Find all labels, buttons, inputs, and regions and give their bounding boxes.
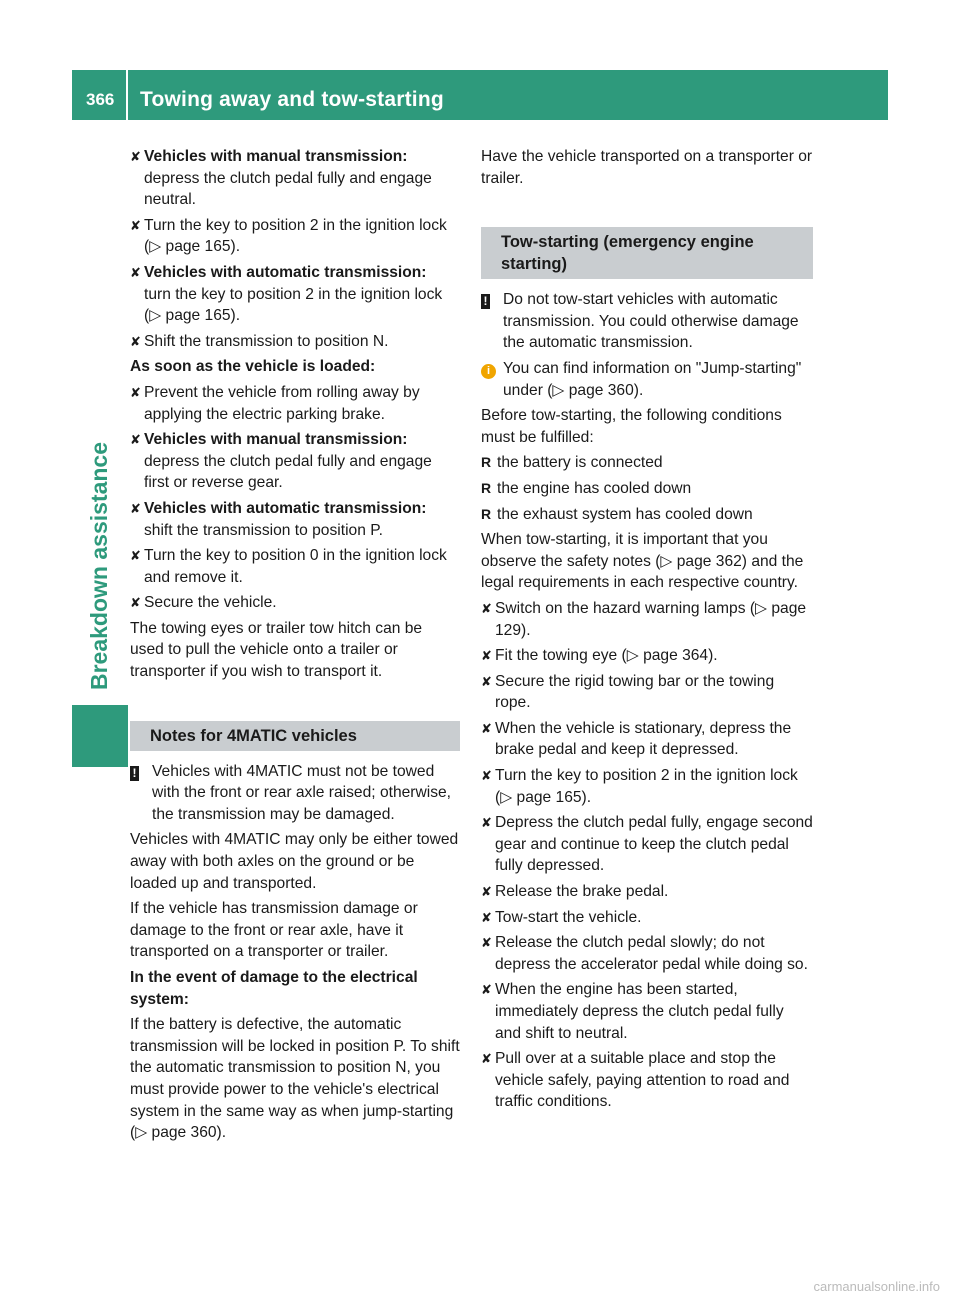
step-marker-icon: ✘ (130, 149, 141, 164)
list-item-text: the battery is connected (497, 454, 663, 472)
right-column (481, 146, 813, 1117)
section-heading-tow-starting: Tow-starting (emergency engine starting) (481, 227, 813, 279)
step-item (130, 331, 460, 353)
step-item (130, 215, 460, 258)
paragraph: Vehicles with 4MATIC may only be either towed away with both axles on the ground or be loaded up and transported. (130, 831, 459, 892)
warning-icon: ! (481, 294, 490, 309)
step-text: Turn the key to position 2 in the ignition lock (▷ page 165). (495, 767, 798, 806)
notice-text: Do not tow-start vehicles with automatic transmission. You could otherwise damage the automatic transmission. (503, 291, 799, 352)
step-item (481, 598, 813, 641)
left-column (130, 146, 460, 1148)
step-item (130, 498, 460, 541)
paragraph: Have the vehicle transported on a transporter or trailer. (481, 148, 813, 187)
step-item (481, 907, 813, 929)
step-bold-text: Vehicles with automatic transmission: (144, 499, 427, 517)
step-text: shift the transmission to position P. (144, 521, 383, 539)
warning-icon: ! (130, 766, 139, 781)
page-number: 366 (86, 90, 115, 109)
step-item (130, 262, 460, 327)
bullet-marker-icon: R (481, 454, 492, 471)
step-text: Secure the rigid towing bar or the towing rope. (495, 672, 775, 712)
list-item-text: the exhaust system has cooled down (497, 505, 753, 523)
step-marker-icon: ✘ (481, 600, 492, 616)
step-marker-icon: ✘ (481, 935, 492, 951)
step-text: depress the clutch pedal fully and engage neutral. (144, 169, 432, 209)
paragraph: Before tow-starting, the following conditions must be fulfilled: (481, 407, 782, 446)
info-notice (481, 358, 813, 401)
step-item (481, 932, 813, 975)
paragraph: When tow-starting, it is important that you observe the safety notes (▷ page 362) and the legal requirements in each respective country. (481, 531, 804, 592)
header-divider (126, 70, 128, 120)
sidebar-label: Breakdown assistance (86, 441, 112, 690)
step-marker-icon: ✘ (130, 500, 141, 516)
notice-text: You can find information on "Jump-starting" under (▷ page 360). (503, 359, 802, 399)
notice-text: Vehicles with 4MATIC must not be towed with the front or rear axle raised; otherwise, the transmission may be damaged. (152, 762, 452, 823)
warning-notice (130, 761, 460, 826)
warning-notice (481, 289, 813, 354)
step-text: Tow-start the vehicle. (495, 908, 642, 926)
step-item (130, 146, 460, 211)
step-item (481, 881, 813, 903)
step-text: Turn the key to position 0 in the ignition lock and remove it. (144, 547, 447, 586)
step-item (481, 718, 813, 761)
step-item (130, 429, 460, 494)
step-marker-icon: ✘ (481, 673, 492, 689)
step-marker-icon: ✘ (130, 548, 141, 564)
paragraph: The towing eyes or trailer tow hitch can be used to pull the vehicle onto a trailer or transporter if you wish to transport it. (130, 619, 423, 681)
paragraph: If the vehicle has transmission damage or damage to the front or rear axle, have it transported on a transporter or trailer. (130, 900, 418, 961)
step-bold-text: Vehicles with manual transmission: (144, 431, 408, 449)
loaded-heading: As soon as the vehicle is loaded: (130, 358, 376, 376)
step-marker-icon: ✘ (481, 982, 492, 998)
paragraph: If the battery is defective, the automatic transmission will be locked in position P. To shift the automatic transmission to position N, you must provide power to the vehicle's electrical system in the same way as when jump-starting (▷ page 360). (130, 1016, 460, 1142)
step-text: Turn the key to position 2 in the ignition lock (▷ page 165). (144, 216, 447, 256)
step-item (481, 979, 813, 1044)
list-item-text: the engine has cooled down (497, 479, 692, 497)
step-item (481, 1048, 813, 1113)
step-text: Secure the vehicle. (144, 594, 277, 612)
step-text: When the engine has been started, immediately depress the clutch pedal fully and shift to neutral. (495, 981, 784, 1042)
info-icon: i (481, 364, 496, 379)
step-marker-icon: ✘ (481, 648, 492, 664)
step-marker-icon: ✘ (481, 768, 492, 784)
bullet-marker-icon: R (481, 505, 492, 522)
step-text: depress the clutch pedal fully and engage first or reverse gear. (144, 452, 432, 492)
step-item (130, 382, 460, 425)
step-text: Pull over at a suitable place and stop the vehicle safely, paying attention to road and traffic conditions. (495, 1050, 790, 1111)
step-marker-icon: ✘ (130, 264, 141, 280)
step-item (481, 812, 813, 877)
step-item (130, 592, 460, 614)
step-text: Switch on the hazard warning lamps (▷ page 129). (495, 599, 807, 639)
step-bold-text: Vehicles with automatic transmission: (144, 263, 427, 281)
step-item (481, 671, 813, 714)
step-marker-icon: ✘ (130, 595, 141, 611)
step-text: When the vehicle is stationary, depress the brake pedal and keep it depressed. (495, 719, 792, 759)
footer-watermark[interactable]: carmanualsonline.info (813, 1279, 940, 1294)
step-item (481, 765, 813, 808)
step-item (130, 545, 460, 588)
step-marker-icon: ✘ (130, 333, 141, 349)
step-text: Depress the clutch pedal fully, engage second gear and continue to keep the clutch pedal fully depressed. (495, 814, 813, 875)
step-marker-icon: ✘ (130, 384, 141, 400)
step-item (481, 645, 813, 667)
step-text: Prevent the vehicle from rolling away by applying the electric parking brake. (144, 383, 420, 423)
step-marker-icon: ✘ (130, 217, 141, 233)
list-item (481, 504, 813, 526)
step-text: turn the key to position 2 in the ignition lock (▷ page 165). (144, 285, 443, 325)
section-heading-4matic: Notes for 4MATIC vehicles (130, 721, 460, 751)
step-marker-icon: ✘ (130, 432, 141, 448)
list-item (481, 478, 813, 500)
electrical-heading: In the event of damage to the electrical system: (130, 969, 418, 1008)
step-text: Release the brake pedal. (495, 883, 669, 901)
list-item (481, 452, 813, 474)
step-text: Fit the towing eye (▷ page 364). (495, 647, 718, 665)
page-title: Towing away and tow-starting (140, 88, 444, 111)
bullet-marker-icon: R (481, 479, 492, 496)
step-marker-icon: ✘ (481, 815, 492, 831)
step-marker-icon: ✘ (481, 909, 492, 925)
step-text: Release the clutch pedal slowly; do not depress the accelerator pedal while doing so. (495, 934, 808, 973)
step-bold-text: Vehicles with manual transmission: (144, 148, 408, 165)
step-marker-icon: ✘ (481, 884, 492, 900)
step-text: Shift the transmission to position N. (144, 332, 389, 350)
sidebar-marker-block (72, 705, 128, 767)
step-marker-icon: ✘ (481, 1051, 492, 1067)
step-marker-icon: ✘ (481, 720, 492, 736)
